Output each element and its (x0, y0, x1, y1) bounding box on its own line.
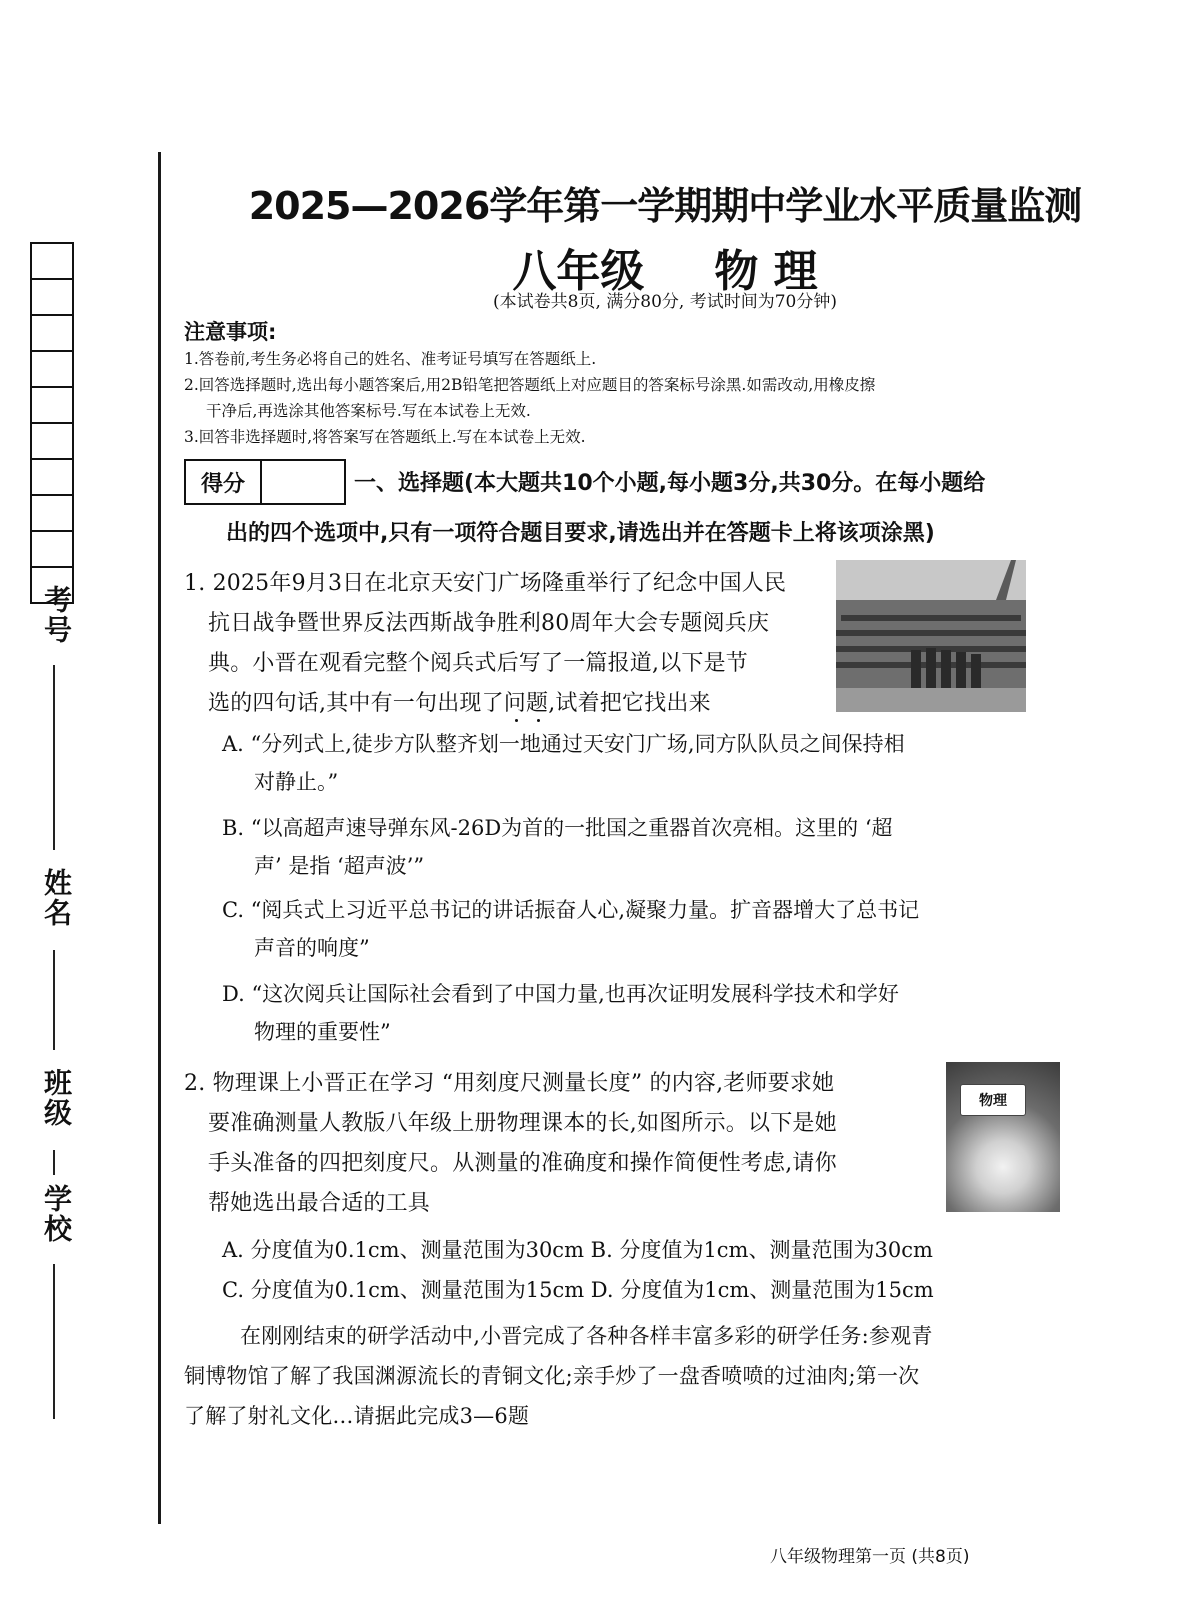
question-1-option-c-cont: 声音的响度” (254, 936, 370, 960)
question-2-text: 2. 物理课上小晋正在学习 “用刻度尺测量长度” 的内容,老师要求她 (184, 1071, 835, 1096)
question-2-options-row-2: C. 分度值为0.1cm、测量范围为15cm D. 分度值为1cm、测量范围为15cm (222, 1278, 934, 1302)
question-1-text (208, 686, 711, 717)
exam-number-box (30, 530, 74, 566)
exam-number-box (30, 242, 74, 278)
school-label: 学校 (40, 1184, 73, 1244)
question-1-option-a: A. “分列式上,徒步方队整齐划一地通过天安门广场,同方队队员之间保持相 (222, 732, 905, 756)
textbook-label: 物理 (960, 1084, 1026, 1116)
question-1-option-c: C. “阅兵式上习近平总书记的讲话振奋人心,凝聚力量。扩音器增大了总书记 (222, 898, 920, 922)
exam-number-box (30, 386, 74, 422)
intro-text: 铜博物馆了解了我国渊源流长的青铜文化;亲手炒了一盘香喷喷的过油肉;第一次 (184, 1364, 920, 1388)
parade-photo (836, 560, 1026, 712)
class-label: 班级 (40, 1068, 73, 1128)
name-label: 姓名 (40, 868, 73, 928)
grade-label: 八年级 (512, 246, 645, 297)
subject-label: 物 理 (714, 246, 818, 297)
question-2-text: 要准确测量人教版八年级上册物理课本的长,如图所示。以下是她 (208, 1111, 837, 1136)
question-1-text: 1. 2025年9月3日在北京天安门广场隆重举行了纪念中国人民 (184, 571, 787, 596)
exam-number-box (30, 278, 74, 314)
note-item: 1.答卷前,考生务必将自己的姓名、准考证号填写在答题纸上. (184, 350, 597, 368)
exam-number-boxes (30, 242, 72, 604)
question-1-option-b-cont: 声’ 是指 ‘超声波’” (254, 854, 425, 878)
note-item: 干净后,再选涂其他答案标号.写在本试卷上无效. (206, 402, 531, 420)
question-1-option-b: B. “以高超声速导弹东风-26D为首的一批国之重器首次亮相。这里的 ‘超 (222, 816, 893, 840)
question-1-text: 典。小晋在观看完整个阅兵式后写了一篇报道,以下是节 (208, 651, 748, 676)
emphasis-char: 题 (526, 691, 549, 716)
note-item: 2.回答选择题时,选出每小题答案后,用2B铅笔把答题纸上对应题目的答案标号涂黑.如需改动,用橡皮擦 (184, 376, 876, 394)
exam-number-box (30, 422, 74, 458)
score-blank (262, 461, 344, 503)
question-2-text: 帮她选出最合适的工具 (208, 1191, 431, 1216)
notes-heading: 注意事项: (184, 320, 277, 344)
note-item: 3.回答非选择题时,将答案写在答题纸上.写在本试卷上无效. (184, 428, 586, 446)
question-1-text: 抗日战争暨世界反法西斯战争胜利80周年大会专题阅兵庆 (208, 611, 770, 636)
exam-info: (本试卷共8页, 满分80分, 考试时间为70分钟) (493, 292, 837, 312)
section-heading-cont: 出的四个选项中,只有一项符合题目要求,请选出并在答题卡上将该项涂黑) (226, 521, 935, 546)
textbook-photo (946, 1062, 1060, 1212)
exam-number-underline (53, 665, 55, 850)
exam-title: 2025—2026学年第一学期期中学业水平质量监测 (248, 184, 1082, 228)
section-heading: 一、选择题(本大题共10个小题,每小题3分,共30分。在每小题给 (354, 471, 986, 496)
exam-number-box (30, 314, 74, 350)
exam-number-label: 考号 (40, 585, 73, 645)
question-1-option-d: D. “这次阅兵让国际社会看到了中国力量,也再次证明发展科学技术和学好 (222, 982, 899, 1006)
question-1-option-d-cont: 物理的重要性” (254, 1020, 391, 1044)
question-1-option-a-cont: 对静止。” (254, 770, 339, 794)
score-label: 得分 (186, 461, 262, 503)
score-box (184, 459, 346, 505)
class-underline (53, 1150, 55, 1175)
question-2-text: 手头准备的四把刻度尺。从测量的准确度和操作简便性考虑,请你 (208, 1151, 837, 1176)
parade-photo-illustration (836, 560, 1026, 712)
question-2-options-row-1: A. 分度值为0.1cm、测量范围为30cm B. 分度值为1cm、测量范围为30cm (222, 1238, 933, 1262)
binding-divider-line (158, 152, 161, 1524)
question-1-text-part: ,试着把它找出来 (548, 691, 711, 716)
intro-text: 在刚刚结束的研学活动中,小晋完成了各种各样丰富多彩的研学任务:参观青 (240, 1324, 933, 1348)
intro-text: 了解了射礼文化…请据此完成3—6题 (184, 1404, 530, 1428)
name-underline (53, 950, 55, 1050)
question-1-text-part: 选的四句话,其中有一句出现了 (208, 691, 504, 716)
page-footer: 八年级物理第一页 (共8页) (770, 1547, 970, 1567)
school-underline (53, 1264, 55, 1419)
exam-number-box (30, 350, 74, 386)
exam-number-box (30, 494, 74, 530)
emphasis-char: 问 (503, 691, 526, 716)
exam-number-box (30, 458, 74, 494)
